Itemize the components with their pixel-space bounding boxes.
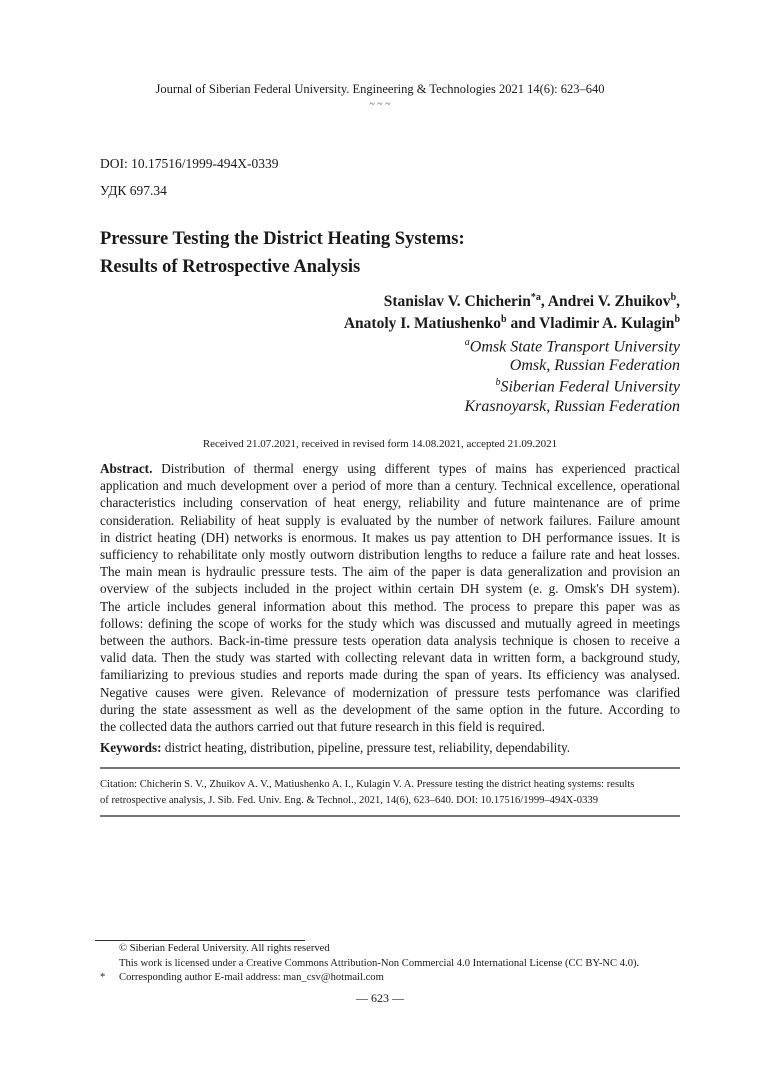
abstract-line: [100, 460, 680, 477]
divider: [100, 767, 680, 769]
title-line-2: Results of Retrospective Analysis: [100, 257, 361, 277]
authors-line-1: Stanislav V. Chicherin$^{*a}$, Andrei V. Zhuikov$^b$,: [383, 292, 680, 311]
abstract-line: [100, 529, 680, 546]
keywords-text: district heating, distribution, pipeline, pressure test, reliability, dependability.: [161, 740, 571, 755]
affiliation-sup: b: [495, 377, 501, 388]
footnote-star: *: [100, 972, 106, 983]
header-ornament: ~ ~ ~: [369, 99, 391, 110]
abstract-line: [100, 718, 680, 735]
abstract-line: [100, 615, 680, 632]
author-sup: b: [670, 292, 677, 303]
license-note: This work is licensed under a Creative Commons Attribution-Non Commercial 4.0 International License (CC BY-NC 4.0).: [119, 958, 640, 969]
author-name: Andrei V. Zhuikov: [547, 293, 671, 311]
abstract: [100, 460, 680, 735]
abstract-line: [100, 649, 680, 666]
keywords: [100, 740, 570, 756]
journal-header: Journal of Siberian Federal University. Engineering & Technologies 2021 14(6): 623–640: [155, 82, 605, 96]
abstract-text: valid data. Then the study was started with collecting relevant data in written form, a background study,: [100, 650, 680, 666]
citation-line: Citation: Chicherin S. V., Zhuikov A. V., Matiushenko A. I., Kulagin V. A. Pressure testing the district heating systems: results: [100, 779, 635, 790]
abstract-line: [100, 563, 680, 580]
abstract-text: follows: defining the scope of works for the study which was discussed and mutually agreed in meetings: [100, 615, 680, 631]
affiliation-sup: a: [464, 337, 470, 348]
divider: [100, 815, 680, 817]
citation-line: of retrospective analysis, J. Sib. Fed. Univ. Eng. & Technol., 2021, 14(6), 623–640. DOI: 10.17516/1999–494X-0339: [100, 795, 598, 806]
abstract-text: Negative causes were given. Relevance of modernization of pressure tests perfomance was clarified: [100, 684, 680, 700]
affiliation: [495, 377, 680, 396]
author-sup: *a: [530, 292, 541, 303]
author-sup: b: [501, 314, 507, 325]
affiliation-text: Omsk State Transport University: [469, 338, 680, 356]
abstract-text: Distribution of thermal energy using different types of mains has experienced practical: [152, 461, 680, 476]
abstract-text: The main mean is hydraulic pressure tests. The aim of the paper is data generalization and provision an: [100, 564, 680, 580]
abstract-text: The article includes general information about this method. The process to prepare this paper was as: [100, 598, 680, 614]
abstract-label: Abstract.: [100, 461, 153, 476]
abstract-text: familiarizing to previous studies and reports made during the span of years. Its efficiency was analysed.: [100, 667, 680, 683]
abstract-text: application and much development over a period of more than a century. Technical excellence, operational: [100, 478, 680, 494]
authors-line-2: [344, 314, 680, 333]
copyright-note: © Siberian Federal University. All rights reserved: [119, 943, 330, 954]
keywords-label: Keywords:: [100, 740, 162, 755]
doi: DOI: 10.17516/1999-494X-0339: [100, 156, 279, 171]
abstract-text: between the authors. Back-in-time pressure tests operation data analysis technique is chosen to receive a: [100, 633, 680, 649]
abstract-text: characteristics including conservation of heat energy, reliability and future maintenance are of prime: [100, 495, 680, 511]
abstract-text: during the state assessment as well as the development of the same option in the future. According to: [100, 701, 680, 717]
abstract-line: [100, 701, 680, 718]
affiliation-text: Siberian Federal University: [500, 378, 680, 396]
abstract-text: overview of the subjects included in the project within certain DH system (e. g. Omsk's DH system).: [100, 581, 680, 597]
abstract-text: sufficiency to rehabilitate only mostly outworn distribution lengths to reduce a failure rate and heat losses.: [100, 547, 680, 563]
author-name: Vladimir A. Kulagin: [539, 315, 675, 333]
title-line-1: Pressure Testing the District Heating Systems:: [100, 229, 465, 249]
footnote-divider: [95, 940, 305, 941]
abstract-line: [100, 477, 680, 494]
abstract-line: [100, 580, 680, 597]
abstract-text: the collected data the authors carried out that future research in this field is required.: [100, 719, 545, 735]
abstract-line: [100, 512, 680, 529]
page-number: — 623 —: [356, 991, 404, 1005]
received-dates: Received 21.07.2021, received in revised form 14.08.2021, accepted 21.09.2021: [202, 438, 558, 450]
author-name: Anatoly I. Matiushenko: [343, 315, 502, 333]
corresponding-author-note: Corresponding author E-mail address: man_csv@hotmail.com: [119, 972, 384, 983]
abstract-line: [100, 494, 680, 511]
affiliation: Krasnoyarsk, Russian Federation: [464, 398, 680, 415]
abstract-line: [100, 684, 680, 701]
abstract-text: in district heating (DH) networks is enormous. It makes us pay attention to DH performance issues. It is: [100, 529, 680, 545]
author-sup: b: [674, 314, 680, 325]
abstract-line: [100, 666, 680, 683]
affiliation: [465, 337, 680, 356]
abstract-line: [100, 546, 680, 563]
author-name: Stanislav V. Chicherin: [383, 293, 531, 311]
abstract-text: consideration. Reliability of heat supply is evaluated by the number of network failures. Failure amount: [100, 512, 680, 528]
affiliation: Omsk, Russian Federation: [509, 357, 680, 374]
authors-conjunction: and: [506, 315, 540, 333]
udk: УДК 697.34: [100, 183, 167, 198]
abstract-line: [100, 598, 680, 615]
abstract-line: [100, 632, 680, 649]
